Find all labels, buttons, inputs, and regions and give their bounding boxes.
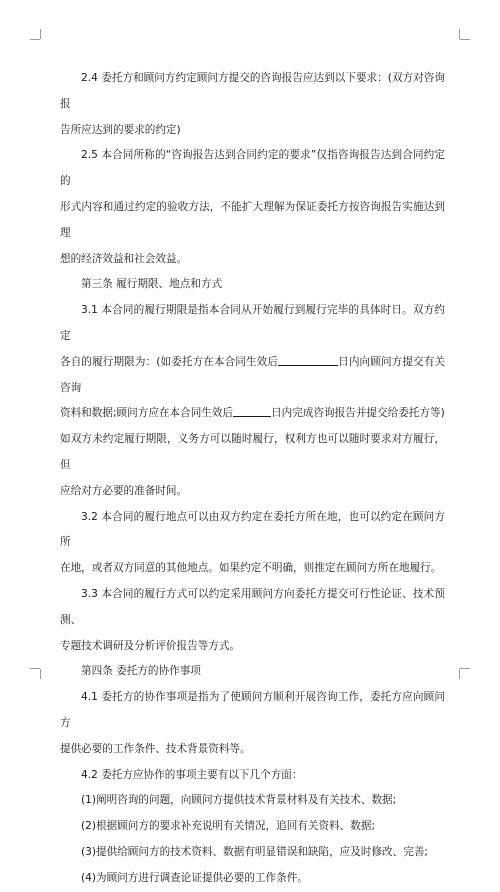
crop-mark-bottom-right-v <box>459 669 460 679</box>
crop-mark-bottom-right-h <box>460 668 470 669</box>
crop-mark-top-left-h <box>30 39 40 40</box>
crop-mark-bottom-left-h <box>30 668 40 669</box>
text-line: 3.3 本合同的履行方式可以约定采用顾问方向委托方提交可行性论证、技术预测、 <box>60 587 445 626</box>
section-heading-article-3: 第三条 履行期限、地点和方式 <box>81 278 223 291</box>
text-line: 如双方未约定履行期限，义务方可以随时履行，权利方也可以随时要求对方履行，但 <box>60 433 445 471</box>
text-segment: 日内向顾问方提交有关咨询 <box>60 355 445 394</box>
text-segment: 资料和数据;顾问方应在本合同生效后 <box>60 407 234 420</box>
crop-mark-top-left-v <box>40 29 41 39</box>
paragraph-3-2 <box>60 505 445 582</box>
paragraph-2-4 <box>60 66 445 143</box>
list-item: (1)阐明咨询的问题，向顾问方提供技术背景材料及有关技术、数据; <box>81 794 397 807</box>
crop-mark-top-right-v <box>459 29 460 39</box>
text-line <box>60 350 445 402</box>
text-line: 想的经济效益和社会效益。 <box>60 252 188 265</box>
fill-in-blank <box>278 355 338 366</box>
paragraph-4-2: 4.2 委托方应协作的事项主要有以下几个方面： <box>81 768 303 781</box>
paragraph-3-3 <box>60 582 445 659</box>
list-item: (2)根据顾问方的要求补充说明有关情况，追回有关资料、数据; <box>81 820 376 833</box>
text-line: 2.4 委托方和顾问方约定顾问方提交的咨询报告应达到以下要求：(双方对咨询报 <box>60 72 445 110</box>
text-line: 提供必要的工作条件、技术背景资料等。 <box>60 742 251 755</box>
text-segment: 日内完成咨询报告并提交给委托方等) <box>271 407 445 420</box>
text-line <box>60 401 445 427</box>
list-item: (4)为顾问方进行调查论证提供必要的工作条件。 <box>81 871 308 884</box>
fill-in-blank <box>233 406 271 417</box>
text-line: 告所应达到的要求的约定) <box>60 123 181 136</box>
text-line: 3.1 本合同的履行期限是指本合同从开始履行到履行完毕的具体时日。双方约定 <box>60 304 445 342</box>
text-line: 应给对方必要的准备时间。 <box>60 484 188 497</box>
document-body <box>60 66 445 892</box>
crop-mark-bottom-left-v <box>40 669 41 679</box>
section-heading-article-4: 第四条 委托方的协作事项 <box>81 665 201 678</box>
text-line: 4.1 委托方的协作事项是指为了使顾问方顺利开展咨询工作，委托方应向顾问方 <box>60 691 445 729</box>
paragraph-2-5 <box>60 143 445 272</box>
text-line: 2.5 本合同所称的“咨询报告达到合同约定的要求”仅指咨询报告达到合同约定的 <box>60 149 445 188</box>
text-line: 形式内容和通过约定的验收方法，不能扩大理解为保证委托方按咨询报告实施达到理 <box>60 200 445 239</box>
text-line: 在地，或者双方同意的其他地点。如果约定不明确，则推定在顾问方所在地履行。 <box>60 562 442 575</box>
cooperation-list <box>60 788 445 891</box>
paragraph-3-1 <box>60 298 445 504</box>
crop-mark-top-right-h <box>460 39 470 40</box>
paragraph-4-1 <box>60 685 445 762</box>
text-line: 3.2 本合同的履行地点可以由双方约定在委托方所在地，也可以约定在顾问方所 <box>60 510 445 549</box>
text-line: 专题技术调研及分析评价报告等方式。 <box>60 639 241 652</box>
list-item: (3)提供给顾问方的技术资料、数据有明显错误和缺陷，应及时修改、完善; <box>81 845 428 858</box>
text-segment: 各自的履行期限为：(如委托方在本合同生效后 <box>60 355 279 368</box>
